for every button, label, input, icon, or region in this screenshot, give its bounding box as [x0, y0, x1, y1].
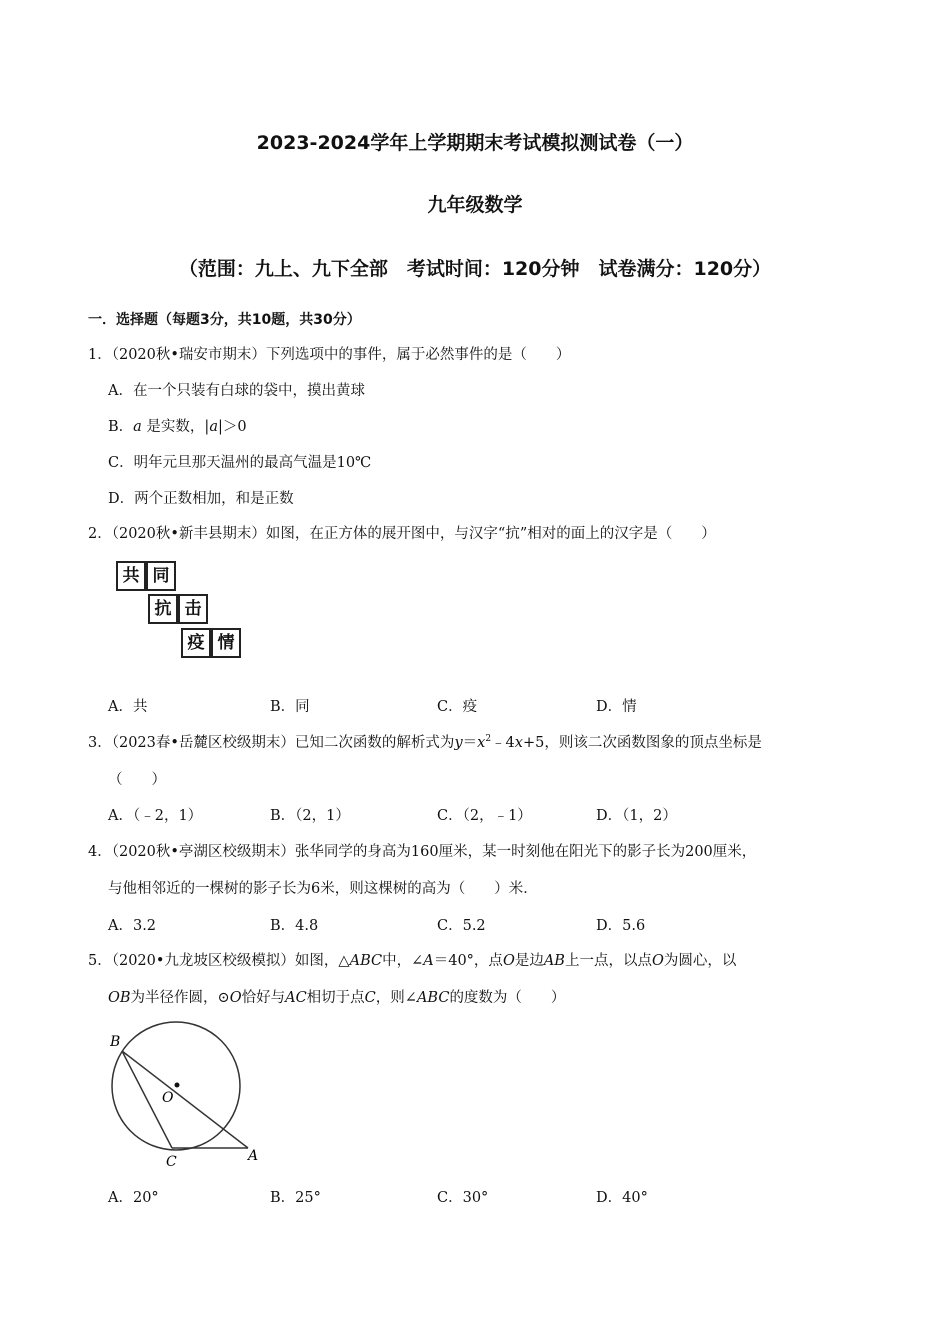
q2-option-d: D．情 [596, 699, 637, 715]
q2-option-a: A．共 [108, 699, 148, 715]
q5-option-a: A．20° [108, 1190, 159, 1206]
q4-stem: 4．（2020秋•亭湖区校级期末）张华同学的身高为160厘米，某一时刻他在阳光下的影子长为200厘米， [88, 844, 757, 860]
q2-option-c: C．疫 [437, 699, 478, 715]
exam-title: 2023-2024学年上学期期末考试模拟测试卷（一） [256, 132, 694, 154]
exam-subtitle: 九年级数学 [427, 194, 523, 216]
q4-stem-cont: 与他相邻近的一棵树的影子长为6米，则这棵树的高为（ ）米． [108, 881, 538, 897]
net-cell: 共 [116, 561, 146, 591]
q1-stem: 1．（2020秋•瑞安市期末）下列选项中的事件，属于必然事件的是（ ） [88, 347, 571, 363]
q3-option-b: B．（2，1） [270, 808, 350, 824]
q2-option-b: B．同 [270, 699, 310, 715]
q1-option-c: C．明年元旦那天温州的最高气温是10℃ [108, 455, 372, 471]
q5-stem: 5．（2020•九龙坡区校级模拟）如图，△ABC中，∠A＝40°，点O是边AB上一点，以点O为圆心，以 [88, 953, 737, 969]
q3-stem: 3．（2023春•岳麓区校级期末）已知二次函数的解析式为$y=x^2﹣4x+5$，则该二次函数图象的顶点坐标是 [88, 734, 762, 751]
q5-stem-cont: OB为半径作圆，⊙O恰好与AC相切于点C，则∠ABC的度数为（ ） [108, 990, 566, 1006]
q3-stem-cont: （ ） [108, 772, 166, 788]
label-a: A [248, 1148, 259, 1164]
q4-option-a: A．3.2 [108, 918, 157, 934]
net-cell: 同 [146, 561, 176, 591]
q4-option-d: D．5.6 [596, 918, 646, 934]
q1-option-d: D．两个正数相加，和是正数 [108, 491, 294, 507]
exam-scope: （范围：九上、九下全部 考试时间：120分钟 试卷满分：120分） [178, 258, 772, 280]
q3-option-c: C．（2，﹣1） [437, 808, 532, 824]
q1-option-a: A．在一个只装有白球的袋中，摸出黄球 [108, 383, 365, 399]
q5-option-d: D．40° [596, 1190, 648, 1206]
section-heading: 一．选择题（每题3分，共10题，共30分） [88, 312, 361, 328]
net-cell: 击 [178, 594, 208, 624]
q1-option-b: B．a 是实数，|a|＞0 [108, 419, 247, 435]
label-o: O [162, 1090, 174, 1106]
q3-option-d: D．（1，2） [596, 808, 677, 824]
q5-option-b: B．25° [270, 1190, 321, 1206]
net-cell: 情 [211, 628, 241, 658]
net-cell: 疫 [181, 628, 211, 658]
q4-option-b: B．4.8 [270, 918, 319, 934]
circle-tangent-figure [104, 1020, 274, 1170]
segment-ba [122, 1051, 248, 1148]
net-cell: 抗 [148, 594, 178, 624]
center-point [175, 1083, 180, 1088]
q3-option-a: A．（﹣2，1） [108, 808, 203, 824]
q4-option-c: C．5.2 [437, 918, 486, 934]
label-c: C [166, 1154, 177, 1170]
cube-net-figure [113, 558, 248, 663]
label-b: B [110, 1034, 121, 1050]
q5-option-c: C．30° [437, 1190, 489, 1206]
q2-stem: 2．（2020秋•新丰县期末）如图，在正方体的展开图中，与汉字“抗”相对的面上的汉字是（ ） [88, 526, 716, 542]
